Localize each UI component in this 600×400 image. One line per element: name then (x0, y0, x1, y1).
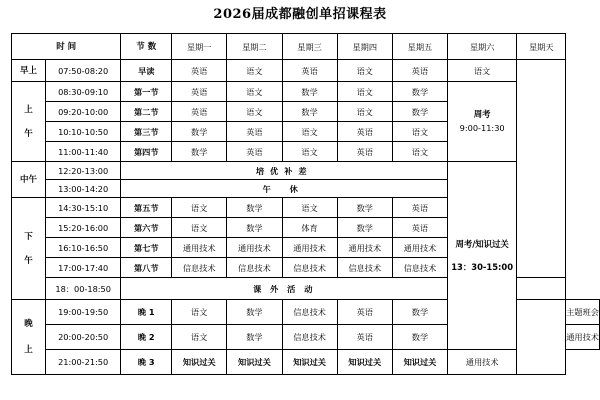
course-cell: 英语 (337, 300, 392, 325)
slot-cell: 第六节 (121, 218, 172, 238)
course-cell: 英语 (337, 122, 392, 142)
course-cell: 数学 (227, 218, 282, 238)
course-cell: 信息技术 (337, 258, 392, 278)
course-cell: 语文 (282, 122, 337, 142)
course-cell: 英语 (392, 218, 447, 238)
time-cell: 17:00-17:40 (45, 258, 121, 278)
slot-cell: 第二节 (121, 102, 172, 122)
course-cell: 通用技术 (337, 238, 392, 258)
course-cell: 信息技术 (392, 258, 447, 278)
table-row (12, 82, 600, 102)
course-cell: 语文 (337, 60, 392, 82)
header-day: 星期四 (337, 34, 392, 60)
period-noon: 中午 (12, 162, 46, 198)
course-cell: 数学 (227, 198, 282, 218)
course-cell: 数学 (227, 325, 282, 350)
period-am: 上 午 (12, 82, 46, 162)
course-cell: 知识过关 (337, 350, 392, 375)
saturday-pm-label: 周考/知识过关 (455, 238, 509, 249)
course-cell: 知识过关 (172, 350, 227, 375)
course-cell: 数学 (392, 325, 447, 350)
course-cell: 语文 (392, 122, 447, 142)
course-cell: 数学 (337, 218, 392, 238)
course-cell: 语文 (227, 60, 282, 82)
time-cell: 08:30-09:10 (45, 82, 121, 102)
period-morning-read: 早上 (12, 60, 46, 82)
course-cell: 知识过关 (392, 350, 447, 375)
time-cell: 15:20-16:00 (45, 218, 121, 238)
course-cell: 数学 (282, 82, 337, 102)
time-cell: 09:20-10:00 (45, 102, 121, 122)
saturday-pm-exam (448, 162, 517, 350)
header-day: 星期天 (517, 34, 566, 60)
course-cell: 语文 (172, 325, 227, 350)
course-cell: 英语 (392, 198, 447, 218)
course-cell: 语文 (448, 60, 517, 82)
course-cell: 语文 (172, 300, 227, 325)
course-cell: 语文 (227, 102, 282, 122)
course-cell: 语文 (282, 198, 337, 218)
course-cell: 英语 (337, 142, 392, 162)
slot-cell: 晚 1 (121, 300, 172, 325)
header-period: 节 数 (121, 34, 172, 60)
saturday-evening-empty (517, 300, 566, 375)
header-day: 星期二 (227, 34, 282, 60)
tutoring-span: 培优补差 (121, 162, 448, 180)
table-row (12, 162, 600, 180)
course-cell: 通用技术 (172, 238, 227, 258)
course-cell: 英语 (172, 82, 227, 102)
course-cell: 知识过关 (227, 350, 282, 375)
course-cell: 通用技术 (392, 238, 447, 258)
time-cell: 16:10-16:50 (45, 238, 121, 258)
activity-span: 课 外 活 动 (121, 278, 448, 300)
period-evening: 晚 上 (12, 300, 46, 375)
time-cell: 21:00-21:50 (45, 350, 121, 375)
course-cell: 英语 (392, 60, 447, 82)
course-cell: 数学 (172, 142, 227, 162)
course-cell: 信息技术 (172, 258, 227, 278)
course-cell: 数学 (282, 102, 337, 122)
course-cell: 语文 (172, 218, 227, 238)
time-cell: 19:00-19:50 (45, 300, 121, 325)
slot-cell: 第一节 (121, 82, 172, 102)
course-cell: 信息技术 (282, 325, 337, 350)
sunday-cell: 通用技术 (448, 350, 517, 375)
slot-cell: 第三节 (121, 122, 172, 142)
slot-cell: 早读 (121, 60, 172, 82)
course-cell: 英语 (227, 142, 282, 162)
saturday-pm-time: 13：30-15:00 (451, 261, 514, 272)
saturday-am-label: 周考 (473, 109, 491, 119)
time-cell: 20:00-20:50 (45, 325, 121, 350)
nap-span: 午 休 (121, 180, 448, 198)
header-day: 星期五 (392, 34, 447, 60)
sunday-cell: 通用技术 (566, 325, 600, 350)
header-row (12, 34, 600, 60)
header-time: 时 间 (12, 34, 121, 60)
course-cell: 英语 (227, 122, 282, 142)
time-cell: 10:10-10:50 (45, 122, 121, 142)
time-cell: 12:20-13:00 (45, 162, 121, 180)
course-cell: 语文 (227, 82, 282, 102)
course-cell: 通用技术 (227, 238, 282, 258)
course-cell: 语文 (337, 82, 392, 102)
course-cell: 数学 (392, 300, 447, 325)
slot-cell: 第五节 (121, 198, 172, 218)
course-cell: 英语 (172, 60, 227, 82)
slot-cell: 第七节 (121, 238, 172, 258)
course-cell: 数学 (392, 82, 447, 102)
time-cell: 11:00-11:40 (45, 142, 121, 162)
header-day: 星期三 (282, 34, 337, 60)
course-cell: 数学 (337, 198, 392, 218)
saturday-am-time: 9:00-11:30 (459, 123, 505, 133)
course-cell: 数学 (227, 300, 282, 325)
time-cell: 13:00-14:20 (45, 180, 121, 198)
course-cell: 语文 (392, 142, 447, 162)
slot-cell: 晚 3 (121, 350, 172, 375)
course-cell: 语文 (172, 198, 227, 218)
table-row (12, 60, 600, 82)
header-day: 星期一 (172, 34, 227, 60)
schedule-table (11, 33, 600, 375)
course-cell: 语文 (337, 102, 392, 122)
page-title: 2026届成都融创单招课程表 (213, 7, 387, 22)
header-day: 星期六 (448, 34, 517, 60)
period-pm: 下 午 (12, 198, 46, 300)
course-cell: 信息技术 (227, 258, 282, 278)
course-cell: 英语 (172, 102, 227, 122)
table-row (12, 350, 600, 375)
course-cell: 数学 (172, 122, 227, 142)
course-cell: 数学 (392, 102, 447, 122)
course-cell: 知识过关 (282, 350, 337, 375)
course-cell: 体育 (282, 218, 337, 238)
course-cell: 英语 (337, 325, 392, 350)
course-cell: 信息技术 (282, 258, 337, 278)
saturday-am-exam (448, 82, 517, 162)
slot-cell: 晚 2 (121, 325, 172, 350)
time-cell: 18：00-18:50 (45, 278, 121, 300)
course-cell: 英语 (282, 60, 337, 82)
sunday-cell: 主题班会 (566, 300, 600, 325)
time-cell: 14:30-15:10 (45, 198, 121, 218)
time-cell: 07:50-08:20 (45, 60, 121, 82)
course-cell: 信息技术 (282, 300, 337, 325)
slot-cell: 第四节 (121, 142, 172, 162)
slot-cell: 第八节 (121, 258, 172, 278)
sunday-empty-cell (517, 278, 566, 300)
course-cell: 语文 (282, 142, 337, 162)
sunday-empty-cell (517, 60, 566, 278)
course-cell: 通用技术 (282, 238, 337, 258)
